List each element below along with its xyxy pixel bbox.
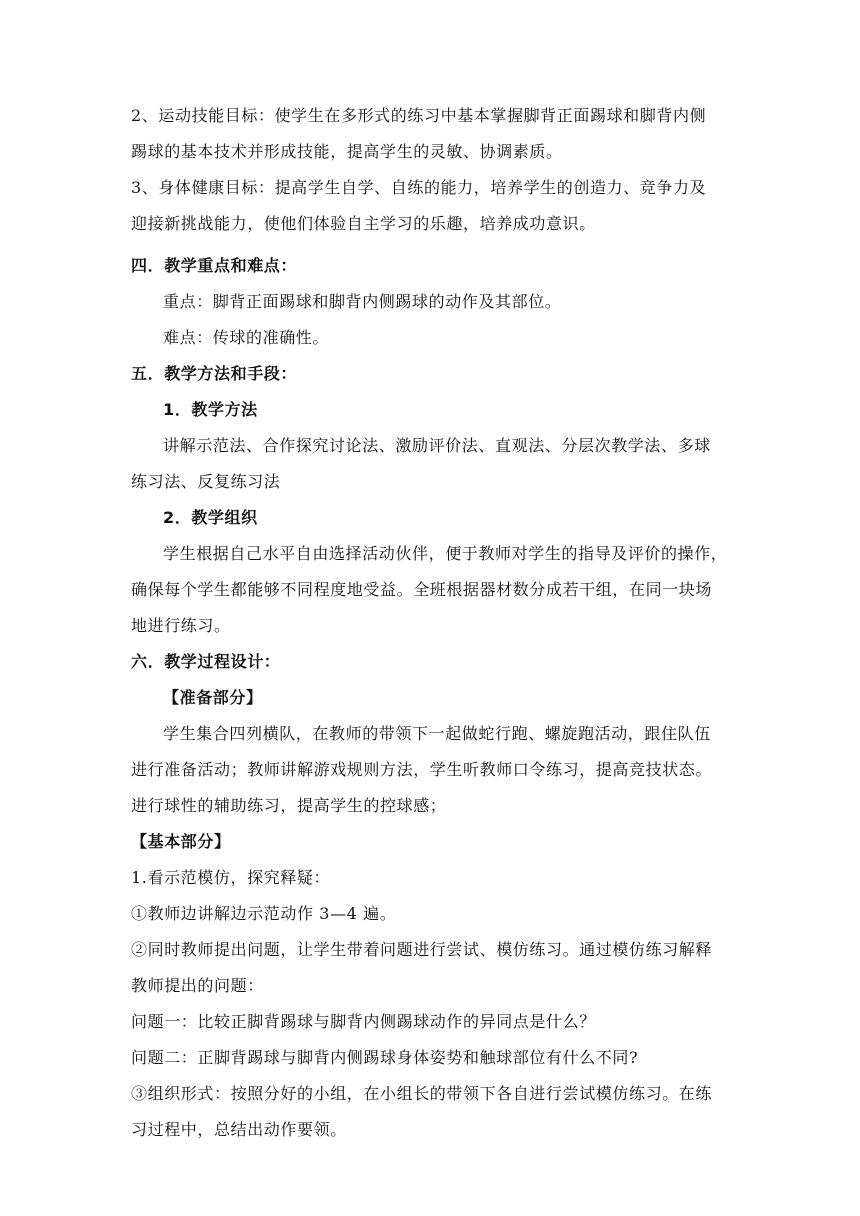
document-body <box>131 98 731 1148</box>
section-4-heading: 四．教学重点和难点： <box>131 256 298 275</box>
basic-line-1: 1.看示范模仿，探究释疑： <box>131 868 331 887</box>
goal-line-4: 迎接新挑战能力，使他们体验自主学习的乐趣，培养成功意识。 <box>131 214 596 233</box>
basic-line-2: ①教师边讲解边示范动作 3—4 遍。 <box>131 904 397 923</box>
section-6-heading: 六．教学过程设计： <box>131 652 281 671</box>
prep-heading: 【准备部分】 <box>163 688 263 707</box>
prep-line-2: 进行准备活动；教师讲解游戏规则方法，学生听教师口令练习，提高竞技状态。 <box>131 760 713 779</box>
prep-line-1: 学生集合四列横队，在教师的带领下一起做蛇行跑、螺旋跑活动，跟住队伍 <box>163 724 711 743</box>
organization-heading: 2．教学组织 <box>163 508 258 527</box>
basic-line-8: 习过程中，总结出动作要领。 <box>131 1120 347 1139</box>
goal-line-1: 2、运动技能目标：使学生在多形式的练习中基本掌握脚背正面踢球和脚背内侧 <box>131 106 707 125</box>
basic-line-5: 问题一：比较正脚背踢球与脚背内侧踢球动作的异同点是什么？ <box>131 1012 596 1031</box>
difficult-point: 难点：传球的准确性。 <box>163 328 330 347</box>
basic-line-3: ②同时教师提出问题，让学生带着问题进行尝试、模仿练习。通过模仿练习解释 <box>131 940 713 959</box>
basic-line-4: 教师提出的问题： <box>131 976 264 995</box>
goal-line-2: 踢球的基本技术并形成技能，提高学生的灵敏、协调素质。 <box>131 142 563 161</box>
key-point: 重点：脚背正面踢球和脚背内侧踢球的动作及其部位。 <box>163 292 562 311</box>
basic-line-7: ③组织形式：按照分好的小组，在小组长的带领下各自进行尝试模仿练习。在练 <box>131 1084 713 1103</box>
organization-line-2: 确保每个学生都能够不同程度地受益。全班根据器材数分成若干组，在同一块场 <box>131 580 713 599</box>
method-heading: 1．教学方法 <box>163 400 258 419</box>
prep-line-3: 进行球性的辅助练习，提高学生的控球感； <box>131 796 447 815</box>
basic-line-6: 问题二：正脚背踢球与脚背内侧踢球身体姿势和触球部位有什么不同? <box>131 1048 639 1067</box>
organization-line-3: 地进行练习。 <box>131 616 231 635</box>
basic-heading: 【基本部分】 <box>131 832 231 851</box>
method-line-1: 讲解示范法、合作探究讨论法、激励评价法、直观法、分层次教学法、多球 <box>163 436 711 455</box>
goal-line-3: 3、身体健康目标：提高学生自学、自练的能力，培养学生的创造力、竞争力及 <box>131 178 707 197</box>
method-line-2: 练习法、反复练习法 <box>131 472 281 491</box>
organization-line-1: 学生根据自己水平自由选择活动伙伴，便于教师对学生的指导及评价的操作， <box>163 544 728 563</box>
section-5-heading: 五．教学方法和手段： <box>131 364 298 383</box>
